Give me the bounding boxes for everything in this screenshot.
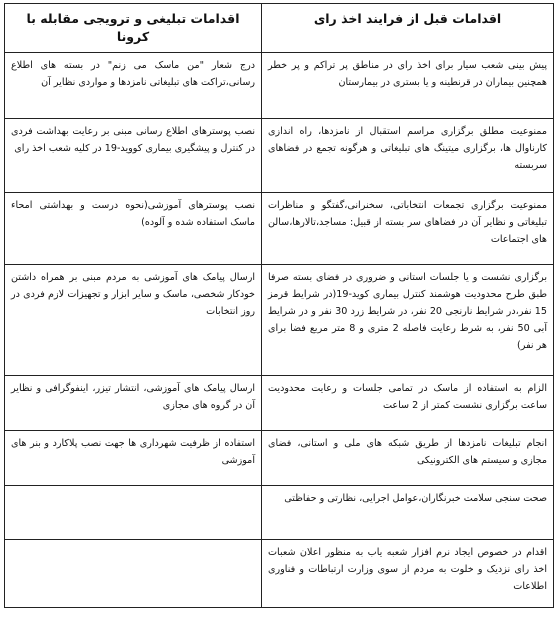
promotional-cell: ارسال پیامک های آموزشی به مردم مبنی بر همراه داشتن خودکار شخصی، ماسک و سایر ابزار و تجهیزات لازم فردی در روز انتخابات — [5, 265, 262, 376]
promotional-cell: استفاده از ظرفیت شهرداری ها جهت نصب پلاکارد و بنر های آموزشی — [5, 431, 262, 486]
before-voting-cell: پیش بینی شعب سیار برای اخذ رای در مناطق پر تراکم و پر خطر همچنین بیماران در قرنطینه و یا بستری در بیمارستان — [262, 53, 554, 119]
measures-table — [4, 3, 554, 608]
before-voting-cell: انجام تبلیغات نامزدها از طریق شبکه های ملی و استانی، فضای مجازی و سیستم های الکترونیکی — [262, 431, 554, 486]
before-voting-cell: ممنوعیت مطلق برگزاری مراسم استقبال از نامزدها، راه اندازی کارناوال ها، برگزاری میتینگ های تبلیغاتی و هرگونه تجمع در فضاهای سربسته — [262, 119, 554, 193]
promotional-cell — [5, 540, 262, 608]
table-row — [5, 193, 554, 265]
table-row — [5, 53, 554, 119]
table-row — [5, 431, 554, 486]
promotional-cell — [5, 486, 262, 540]
before-voting-cell: برگزاری نشست و یا جلسات استانی و ضروری در فضای بسته صرفا طبق طرح محدودیت هوشمند کنترل بیماری کوید-19(در شرایط قرمز 15 نفر،در شرایط نارنجی 20 نفر، در شرایط زرد 30 نفر و در شرایط آبی 50 نفر، به شرط رعایت فاصله 2 متری و 8 متر مربع فضا برای هر نفر) — [262, 265, 554, 376]
before-voting-cell: الزام به استفاده از ماسک در تمامی جلسات و رعایت محدودیت ساعت برگزاری نشست کمتر از 2 ساعت — [262, 376, 554, 431]
promotional-cell: ارسال پیامک های آموزشی، انتشار تیزر، اینفوگرافی و نظایر آن در گروه های مجازی — [5, 376, 262, 431]
table-row — [5, 119, 554, 193]
promotional-cell: نصب پوسترهای آموزشی(نحوه درست و بهداشتی امحاء ماسک استفاده شده و آلوده) — [5, 193, 262, 265]
table-row — [5, 265, 554, 376]
table-row — [5, 376, 554, 431]
promotional-cell: درج شعار "من ماسک می زنم" در بسته های اطلاع رسانی،تراکت های تبلیغاتی نامزدها و مواردی نظایر آن — [5, 53, 262, 119]
table-row — [5, 486, 554, 540]
table-row — [5, 540, 554, 608]
before-voting-cell: ممنوعیت برگزاری تجمعات انتخاباتی، سخنرانی،گفتگو و مناظرات تبلیغاتی و نظایر آن در فضاهای سر بسته از قبیل: مساجد،تالارها،سالن های اجتماعات — [262, 193, 554, 265]
promotional-cell: نصب پوسترهای اطلاع رسانی مبنی بر رعایت بهداشت فردی در کنترل و پیشگیری بیماری کووید-19 در کلیه شعب اخذ رای — [5, 119, 262, 193]
before-voting-cell: اقدام در خصوص ایجاد نرم افزار شعبه یاب به منظور اعلان شعبات اخذ رای نزدیک و خلوت به مردم از سوی وزارت ارتباطات و فناوری اطلاعات — [262, 540, 554, 608]
header-before-voting: اقدامات قبل از فرایند اخذ رای — [262, 4, 554, 53]
header-promotional: اقدامات تبلیغی و ترویجی مقابله با کرونا — [5, 4, 262, 53]
before-voting-cell: صحت سنجی سلامت خبرنگاران،عوامل اجرایی، نظارتی و حفاظتی — [262, 486, 554, 540]
table-header-row — [5, 4, 554, 53]
